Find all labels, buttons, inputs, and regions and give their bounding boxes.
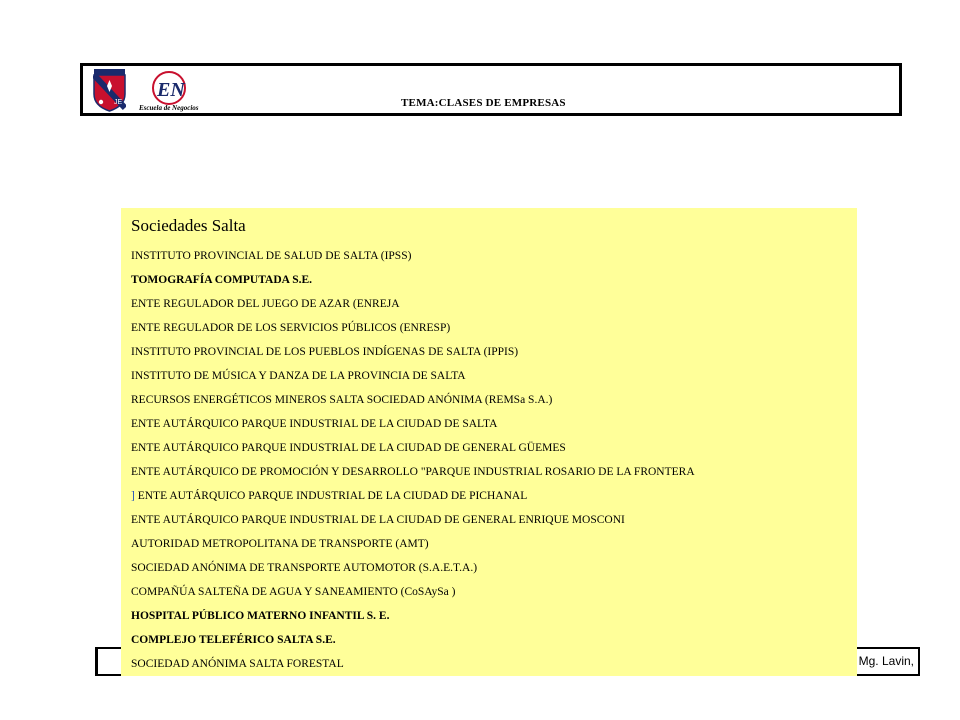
svg-text:EN: EN: [157, 79, 185, 101]
list-item: AUTORIDAD METROPOLITANA DE TRANSPORTE (AMT): [131, 538, 429, 550]
school-logo-icon: [135, 68, 205, 114]
companies-panel: [121, 208, 857, 676]
list-item: COMPLEJO TELEFÉRICO SALTA S.E.: [131, 634, 336, 646]
list-item: INSTITUTO PROVINCIAL DE SALUD DE SALTA (IPSS): [131, 250, 412, 262]
header-frame: [80, 63, 902, 116]
list-item: COMPAÑÚA SALTEÑA DE AGUA Y SANEAMIENTO (CoSAySa ): [131, 586, 456, 598]
link-marker[interactable]: ]: [131, 490, 135, 502]
companies-list: [131, 244, 695, 676]
list-item: RECURSOS ENERGÉTICOS MINEROS SALTA SOCIEDAD ANÓNIMA (REMSa S.A.): [131, 394, 553, 406]
list-item: ENTE AUTÁRQUICO DE PROMOCIÓN Y DESARROLLO "PARQUE INDUSTRIAL ROSARIO DE LA FRONTERA: [131, 466, 695, 478]
svg-text:JE: JE: [114, 99, 123, 106]
crest-icon: [93, 68, 126, 112]
list-item: INSTITUTO PROVINCIAL DE LOS PUEBLOS INDÍGENAS DE SALTA (IPPIS): [131, 346, 519, 358]
list-item: ] ENTE AUTÁRQUICO PARQUE INDUSTRIAL DE LA CIUDAD DE PICHANAL: [131, 490, 528, 502]
list-item: ENTE AUTÁRQUICO PARQUE INDUSTRIAL DE LA CIUDAD DE GENERAL GÜEMES: [131, 442, 566, 454]
footer-author: Mg. Lavin,: [858, 654, 914, 668]
list-item: INSTITUTO DE MÚSICA Y DANZA DE LA PROVINCIA DE SALTA: [131, 370, 466, 382]
list-item: ENTE AUTÁRQUICO PARQUE INDUSTRIAL DE LA CIUDAD DE GENERAL ENRIQUE MOSCONI: [131, 514, 625, 526]
panel-title: Sociedades Salta: [131, 216, 246, 235]
list-item: TOMOGRAFÍA COMPUTADA S.E.: [131, 274, 313, 286]
list-item: ENTE REGULADOR DE LOS SERVICIOS PÚBLICOS (ENRESP): [131, 322, 451, 334]
list-item: SOCIEDAD ANÓNIMA DE TRANSPORTE AUTOMOTOR (S.A.E.T.A.): [131, 562, 478, 574]
svg-text:Escuela de Negocios: Escuela de Negocios: [139, 104, 199, 112]
list-item: SOCIEDAD ANÓNIMA SALTA FORESTAL: [131, 658, 344, 670]
list-item: ENTE REGULADOR DEL JUEGO DE AZAR (ENREJA: [131, 298, 400, 310]
list-item: ENTE AUTÁRQUICO PARQUE INDUSTRIAL DE LA CIUDAD DE SALTA: [131, 418, 498, 430]
page-title: TEMA:CLASES DE EMPRESAS: [401, 97, 566, 109]
list-item: HOSPITAL PÚBLICO MATERNO INFANTIL S. E.: [131, 610, 390, 622]
